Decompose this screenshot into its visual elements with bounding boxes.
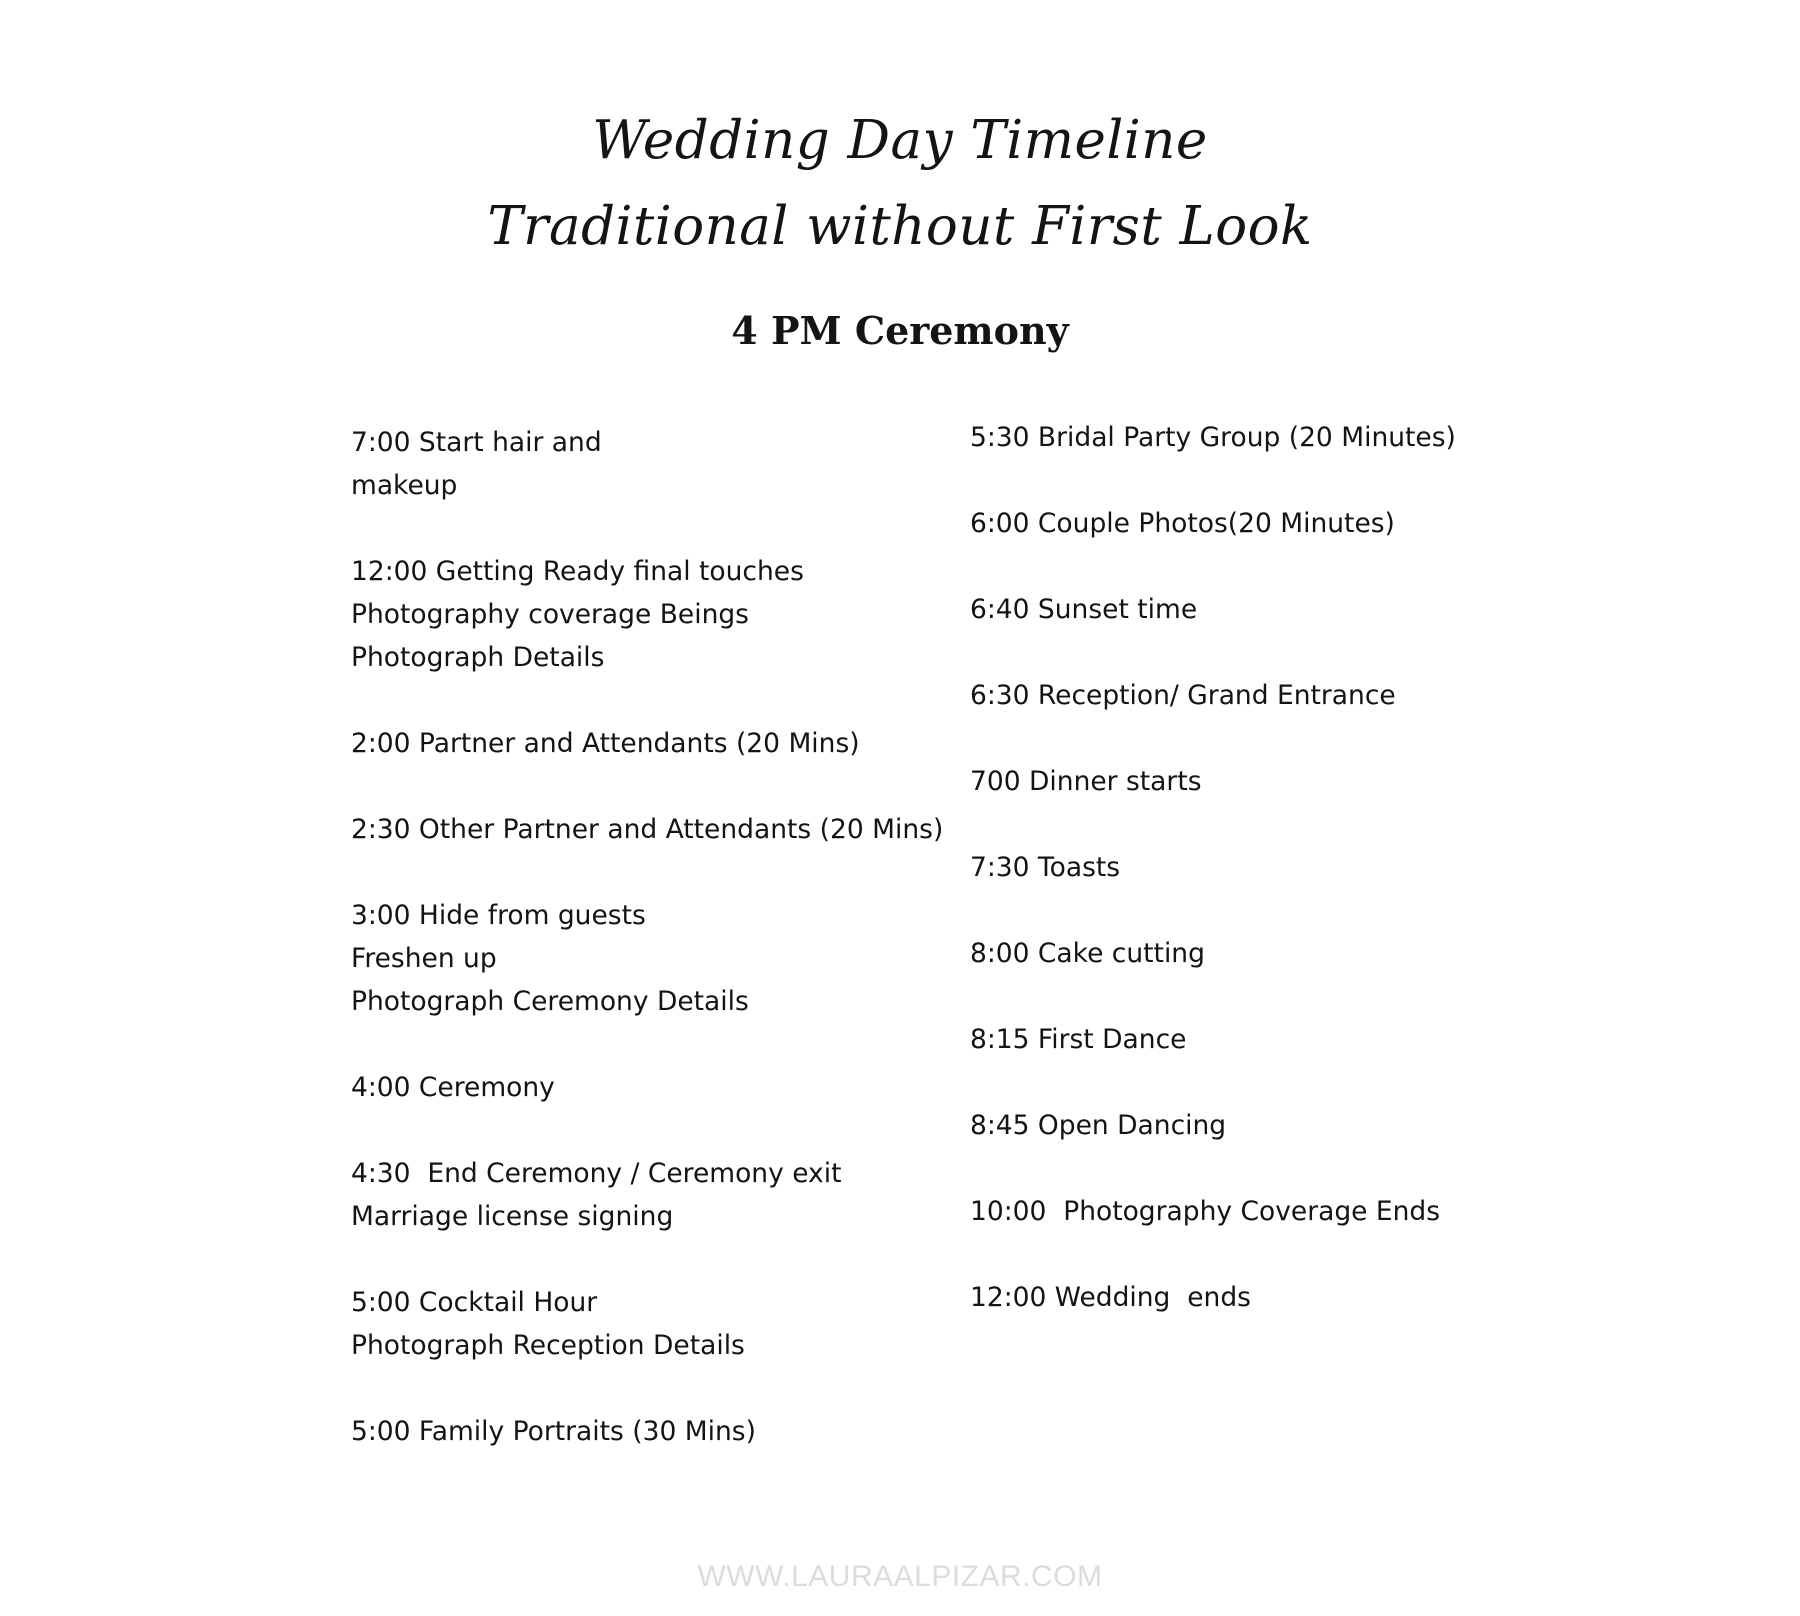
- timeline-entry-time: 6:40 Sunset time: [970, 594, 1198, 625]
- ceremony-time-subtitle: 4 PM Ceremony: [731, 308, 1069, 353]
- timeline-entry: [970, 1276, 1630, 1319]
- timeline-entry-time: 3:00 Hide from guests: [351, 900, 646, 931]
- timeline-right-column: [970, 416, 1630, 1362]
- timeline-entry: [970, 416, 1630, 459]
- timeline-entry-time: 6:00 Couple Photos(20 Minutes): [970, 508, 1395, 539]
- timeline-entry-time: 5:00 Cocktail Hour: [351, 1287, 598, 1318]
- timeline-entry: [970, 1018, 1630, 1061]
- timeline-entry: [351, 1410, 931, 1453]
- timeline-entry-detail: Photograph Reception Details: [351, 1330, 745, 1361]
- timeline-left-column: [351, 421, 944, 1496]
- timeline-entry: [351, 421, 931, 507]
- timeline-entry: [970, 674, 1630, 717]
- timeline-entry: [970, 1190, 1630, 1233]
- timeline-entry: [351, 550, 931, 679]
- footer-website: WWW.LAURAALPIZAR.COM: [697, 1560, 1103, 1593]
- timeline-entry-time: 12:00 Getting Ready final touches: [351, 556, 804, 587]
- timeline-entry: [970, 588, 1630, 631]
- timeline-entry: [351, 808, 944, 851]
- timeline-entry-time: 6:30 Reception/ Grand Entrance: [970, 680, 1396, 711]
- page-title-line-2: Traditional without First Look: [487, 196, 1313, 257]
- timeline-entry: [970, 846, 1630, 889]
- timeline-entry: [970, 1104, 1630, 1147]
- timeline-entry: [970, 502, 1630, 545]
- timeline-entry: [351, 722, 931, 765]
- timeline-entry-time: 12:00 Wedding ends: [970, 1282, 1251, 1313]
- timeline-entry-detail: makeup: [351, 470, 458, 501]
- timeline-entry-detail: Photograph Ceremony Details: [351, 986, 749, 1017]
- timeline-entry-time: 700 Dinner starts: [970, 766, 1202, 797]
- timeline-entry-time: 2:00 Partner and Attendants (20 Mins): [351, 728, 860, 759]
- timeline-entry-time: 5:30 Bridal Party Group (20 Minutes): [970, 422, 1456, 453]
- timeline-entry: [351, 1152, 931, 1238]
- timeline-entry-time: 7:00 Start hair and: [351, 427, 602, 458]
- timeline-entry-time: 5:00 Family Portraits (30 Mins): [351, 1416, 756, 1447]
- timeline-entry-time: 4:00 Ceremony: [351, 1072, 555, 1103]
- timeline-entry: [970, 932, 1630, 975]
- timeline-entry: [351, 1281, 931, 1367]
- timeline-entry-time: 8:00 Cake cutting: [970, 938, 1205, 969]
- timeline-entry: [351, 894, 931, 1023]
- timeline-entry-time: 2:30 Other Partner and Attendants (20 Mins): [351, 814, 944, 845]
- timeline-entry-detail: Freshen up: [351, 943, 497, 974]
- timeline-entry: [970, 760, 1630, 803]
- timeline-entry-time: 8:45 Open Dancing: [970, 1110, 1227, 1141]
- timeline-entry-detail: Marriage license signing: [351, 1201, 674, 1232]
- timeline-entry-time: 8:15 First Dance: [970, 1024, 1187, 1055]
- timeline-entry-detail: Photography coverage Beings: [351, 599, 749, 630]
- timeline-entry-time: 10:00 Photography Coverage Ends: [970, 1196, 1441, 1227]
- page-title: Wedding Day Timeline: [592, 110, 1208, 171]
- timeline-entry: [351, 1066, 931, 1109]
- timeline-entry-detail: Photograph Details: [351, 642, 605, 673]
- timeline-entry-time: 7:30 Toasts: [970, 852, 1121, 883]
- timeline-entry-time: 4:30 End Ceremony / Ceremony exit: [351, 1158, 842, 1189]
